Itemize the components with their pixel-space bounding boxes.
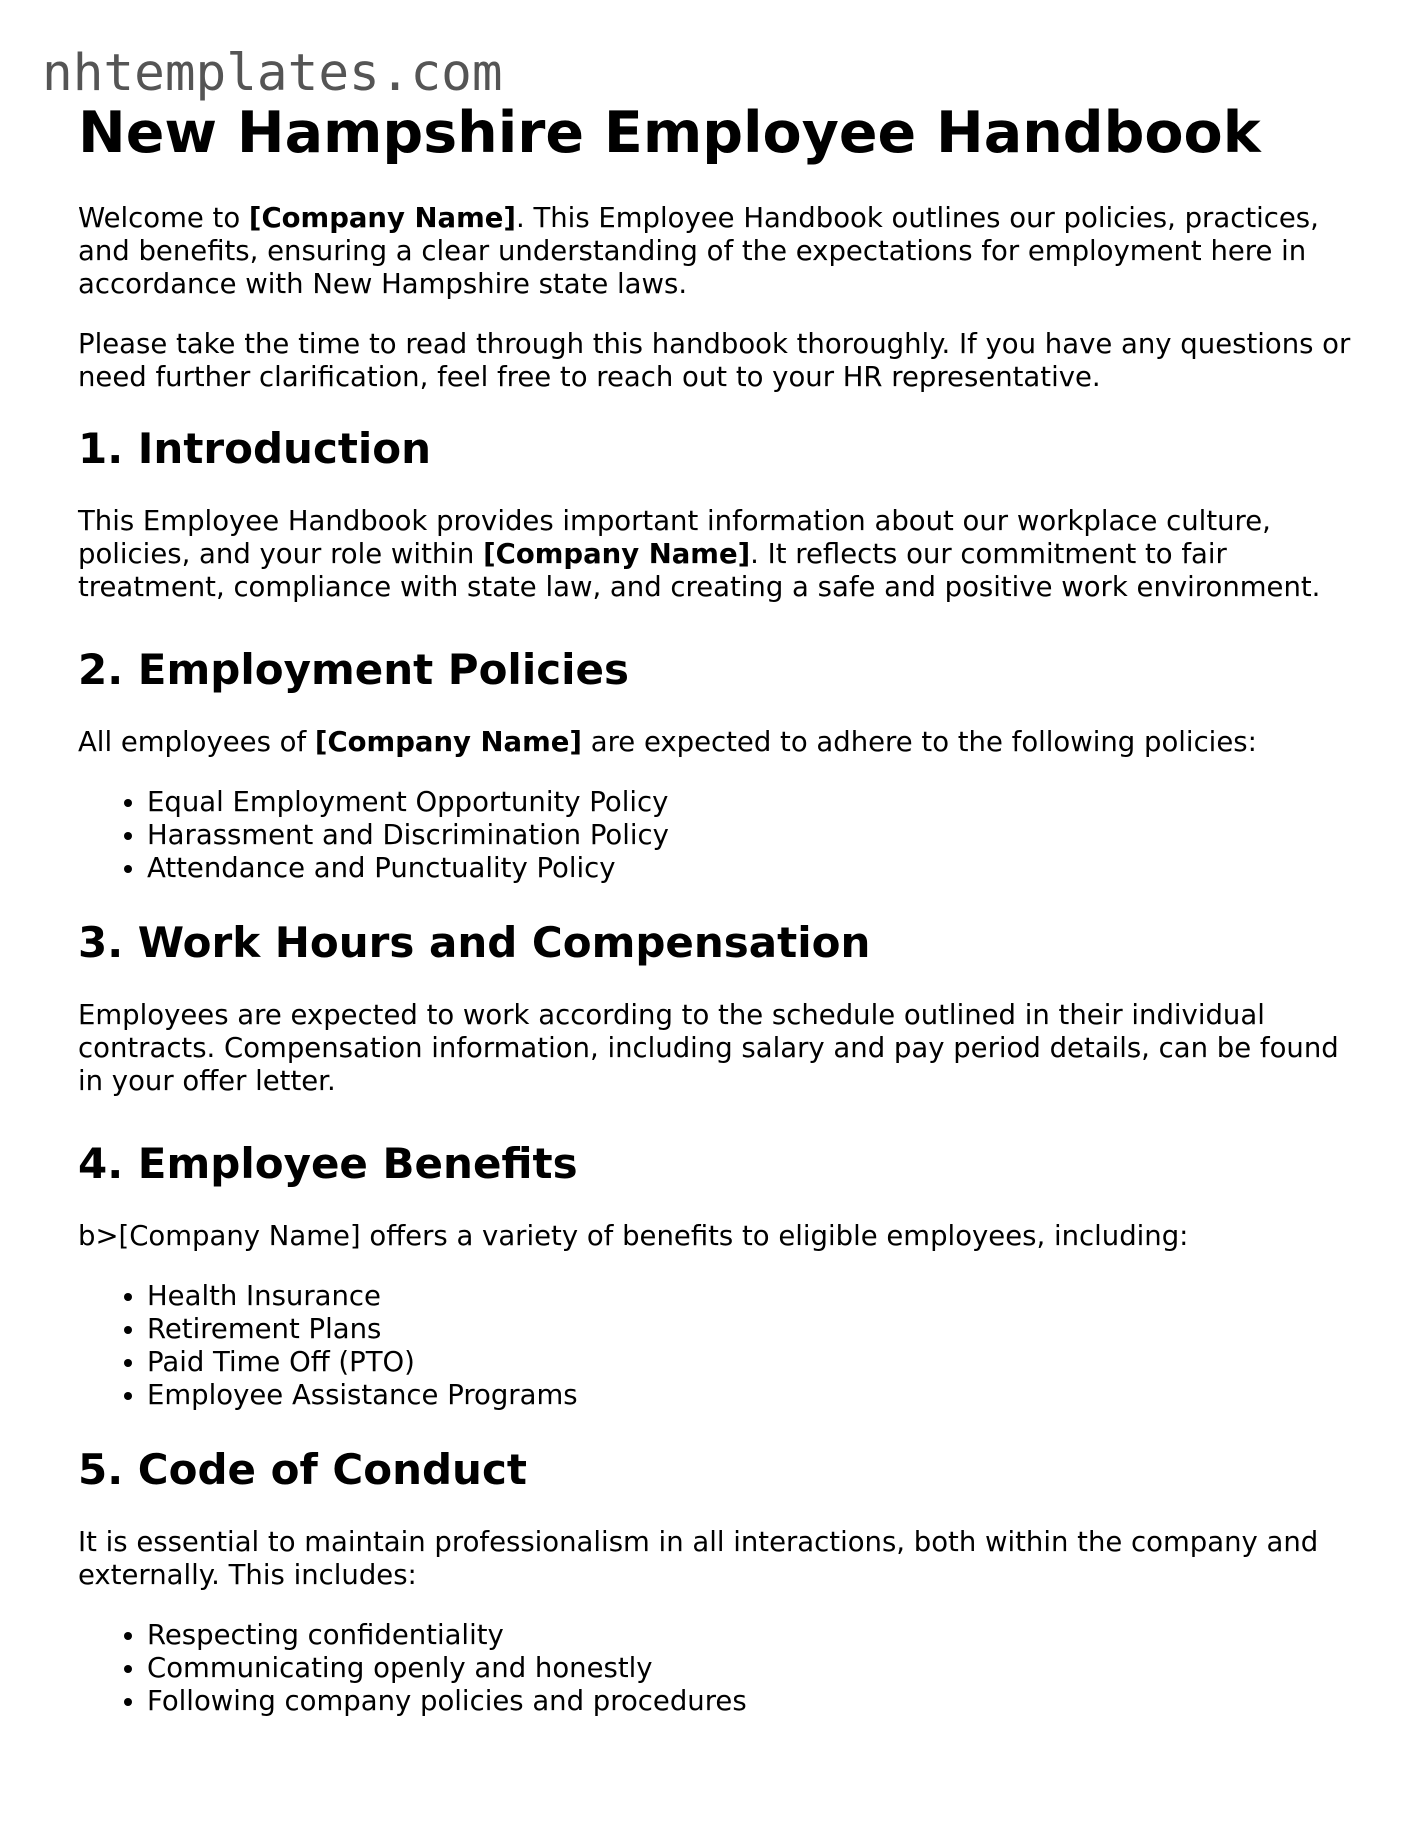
list-item: • Health Insurance [147, 1280, 1358, 1313]
list-item: • Communicating openly and honestly [147, 1652, 1358, 1685]
list-item: • Equal Employment Opportunity Policy [147, 786, 1358, 819]
list-item: • Harassment and Discrimination Policy [147, 819, 1358, 852]
section-heading-employment-policies: 2. Employment Policies [78, 645, 630, 694]
welcome-paragraph [78, 202, 1358, 301]
list-item: • Respecting confidentiality [147, 1619, 1358, 1652]
work-hours-paragraph: Employees are expected to work according to the schedule outlined in their individual contracts. Compensation information, including salary and pay period details, can be found in your offer letter. [78, 999, 1339, 1097]
company-name-placeholder: [Company Name] [248, 202, 516, 234]
section-heading-benefits: 4. Employee Benefits [78, 1139, 578, 1188]
site-watermark: nhtemplates.com [42, 44, 503, 103]
welcome-text-pre: Welcome to [78, 202, 249, 234]
company-name-placeholder: [Company Name] [314, 726, 582, 758]
company-name-placeholder: [Company Name] [483, 538, 751, 570]
section-heading-introduction: 1. Introduction [78, 424, 432, 473]
welcome-text-post: . This Employee Handbook outlines our policies, practices, and benefits, ensuring a clear understanding of the expectations for employment here in accordance with New Hampshire state laws. [78, 202, 1319, 300]
conduct-list [78, 1619, 1358, 1718]
employment-policies-text-pre: All employees of [78, 726, 315, 758]
introduction-text-pre: This Employee Handbook provides important information about our workplace culture, policies, and your role within [78, 505, 1271, 570]
employment-policies-text-post: are expected to adhere to the following policies: [581, 726, 1257, 758]
introduction-paragraph [78, 505, 1358, 604]
list-item: • Retirement Plans [147, 1313, 1358, 1346]
section-heading-code-of-conduct: 5. Code of Conduct [78, 1445, 527, 1494]
list-item: • Attendance and Punctuality Policy [147, 852, 1358, 885]
benefits-list [78, 1280, 1358, 1412]
list-item: • Paid Time Off (PTO) [147, 1346, 1358, 1379]
conduct-paragraph: It is essential to maintain professionalism in all interactions, both within the company and externally. This includes: [78, 1526, 1319, 1591]
employment-policies-list [78, 786, 1358, 885]
section-heading-work-hours: 3. Work Hours and Compensation [78, 918, 871, 967]
list-item: • Following company policies and procedures [147, 1685, 1358, 1718]
handbook-document [78, 96, 1358, 1748]
introduction-text-post: . It reflects our commitment to fair treatment, compliance with state law, and creating a safe and positive work environment. [78, 538, 1321, 603]
list-item: • Employee Assistance Programs [147, 1379, 1358, 1412]
benefits-paragraph: b>[Company Name] offers a variety of benefits to eligible employees, including: [78, 1220, 1189, 1252]
employment-policies-paragraph [78, 726, 1358, 759]
please-read-paragraph: Please take the time to read through this handbook thoroughly. If you have any questions or need further clarification, feel free to reach out to your HR representative. [78, 328, 1351, 393]
page-title: New Hampshire Employee Handbook [78, 100, 1261, 166]
